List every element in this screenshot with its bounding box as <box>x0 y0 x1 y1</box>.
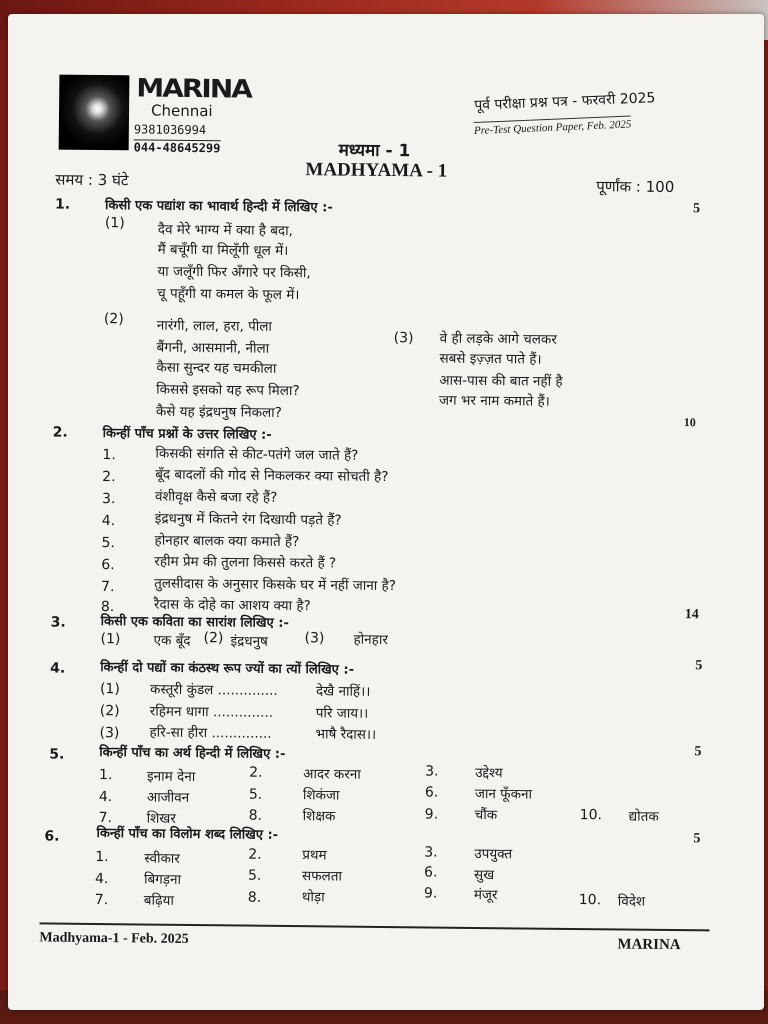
q4-item-number: (3) <box>99 725 120 742</box>
q2-item-number: 6. <box>101 557 115 574</box>
q4-item-start: रहिमन धागा .............. <box>149 703 274 721</box>
q5-item-number: 5. <box>248 786 263 803</box>
q4-item-end: भाषै रैदास।। <box>315 726 377 743</box>
q1-p1-line: मैं बचूँगी या मिलूँगी धूल में। <box>157 241 289 259</box>
q6-item-number: 4. <box>94 870 109 888</box>
marina-logo-image <box>59 75 130 151</box>
q2-item-text: होनहार बालक क्या कमाते हैं? <box>154 532 300 551</box>
q6-item-number: 5. <box>247 867 262 884</box>
q6-item-text: स्वीकार <box>144 850 180 867</box>
q5-item-number: 10. <box>579 807 603 824</box>
q5-item-number: 2. <box>249 764 263 781</box>
q1-marks: 5 <box>692 201 701 217</box>
header-english: Pre-Test Question Paper, Feb. 2025 <box>474 115 632 137</box>
q6-item-text: सुख <box>473 866 495 884</box>
q5-item-text: आदर करना <box>303 766 361 783</box>
q2-marks: 10 <box>683 415 696 430</box>
q3-marks: 14 <box>684 607 699 623</box>
q1-number: 1. <box>54 196 71 213</box>
q5-item-number: 3. <box>425 763 439 780</box>
q5-item-text: इनाम देना <box>147 768 196 786</box>
q1-p2-line: बैंगनी, आसमानी, नीला <box>156 339 270 357</box>
q3-option: होनहार <box>353 631 388 649</box>
q6-marks: 5 <box>693 831 701 847</box>
q1-p2-line: कैसे यह इंद्रधनुष निकला? <box>155 403 282 421</box>
q6-item-number: 2. <box>248 846 262 863</box>
footer-brand: MARINA <box>617 936 681 954</box>
time-allowed: समय : 3 घंटे <box>55 170 129 190</box>
q6-item-text: विदेश <box>617 893 646 910</box>
q1-instruction: किसी एक पद्यांश का भावार्थ हिन्दी में लिखिए :- <box>104 198 333 216</box>
q2-item-number: 5. <box>101 535 115 552</box>
q2-item-text: बूँद बादलों की गोद से निकलकर क्या सोचती है? <box>155 466 389 486</box>
total-marks: पूर्णांक : 100 <box>596 177 675 197</box>
q4-item-number: (1) <box>99 681 120 698</box>
q5-marks: 5 <box>694 744 702 760</box>
logo-city: Chennai <box>150 101 213 121</box>
q2-item-number: 3. <box>101 491 116 508</box>
q6-item-text: सफलता <box>301 868 343 885</box>
q4-item-number: (2) <box>99 703 120 720</box>
q1-passage1-number: (1) <box>104 215 125 232</box>
q6-item-text: उपयुक्त <box>474 845 513 863</box>
q4-instruction: किन्हीं दो पद्यों का कंठस्थ रूप ज्यों का त्यों लिखिए :- <box>100 660 355 678</box>
q1-p1-line: चू पहूँगी या कमल के फूल में। <box>157 285 300 304</box>
q1-p3-line: वे ही लड़के आगे चलकर <box>439 330 557 348</box>
q1-p2-line: नारंगी, लाल, हरा, पीला <box>156 317 273 335</box>
title-hindi: मध्यमा - 1 <box>338 140 411 162</box>
q4-item-end: देखै नाहिं।। <box>315 683 371 700</box>
logo-phone: 9381036994 <box>133 122 207 138</box>
q6-item-text: बिगड़ना <box>143 871 182 888</box>
q3-number: 3. <box>50 614 66 631</box>
q5-item-number: 9. <box>424 806 439 823</box>
q5-instruction: किन्हीं पाँच का अर्थ हिन्दी में लिखिए :- <box>99 745 286 762</box>
q5-item-text: जान फूँकना <box>474 785 533 803</box>
q1-p3-line: सबसे इज़्ज़त पाते हैं। <box>439 350 542 368</box>
q5-item-text: शिकंजा <box>302 787 340 804</box>
q5-number: 5. <box>49 746 65 763</box>
q6-item-text: बढ़िया <box>143 892 175 909</box>
q1-p3-line: जग भर नाम कमाते हैं। <box>438 392 550 410</box>
q1-p2-line: किससे इसको यह रूप मिला? <box>156 381 300 400</box>
q2-number: 2. <box>52 424 68 441</box>
q4-item-end: परि जाय।। <box>315 705 369 722</box>
q5-item-number: 4. <box>98 789 113 806</box>
q3-option: एक बूँद <box>153 632 191 649</box>
q5-item-text: शिखर <box>146 810 176 827</box>
q5-item-text: आजीवन <box>146 789 190 806</box>
logo-phone-landline: 044-48645299 <box>133 140 221 156</box>
q2-item-number: 8. <box>100 599 115 616</box>
q1-p2-line: कैसा सुन्दर यह चमकीला <box>156 359 277 377</box>
q5-item-number: 1. <box>99 767 113 784</box>
q5-item-number: 8. <box>248 807 263 824</box>
q2-item-text: रहीम प्रेम की तुलना किससे करते हैं ? <box>154 553 337 572</box>
q2-item-number: 4. <box>101 513 116 530</box>
q5-item-text: उद्देश्य <box>475 764 503 782</box>
q3-option-number: (3) <box>304 630 325 647</box>
q4-marks: 5 <box>695 658 703 674</box>
q3-instruction: किसी एक कविता का सारांश लिखिए :- <box>100 614 289 632</box>
q6-number: 6. <box>44 828 60 845</box>
q1-passage2-number: (2) <box>103 311 124 328</box>
q6-item-number: 8. <box>247 889 262 906</box>
question-paper <box>8 14 764 1010</box>
logo-name: MARINA <box>136 73 252 104</box>
q1-p1-line: या जलूँगी फिर अँगारे पर किसी, <box>157 263 311 282</box>
q6-item-text: थोड़ा <box>301 889 325 906</box>
q2-instruction: किन्हीं पाँच प्रश्नों के उत्तर लिखिए :- <box>102 426 272 443</box>
q5-item-text: चौंक <box>474 806 498 824</box>
q6-item-number: 9. <box>423 885 438 902</box>
q3-option: इंद्रधनुष <box>230 633 268 650</box>
q4-item-start: हरि-सा हीरा .............. <box>149 724 272 742</box>
q2-item-text: किसकी संगति से कीट-पतंगे जल जाते हैं? <box>155 445 359 464</box>
q2-item-text: वंशीवृक्ष कैसे बजा रहे हैं? <box>154 488 278 506</box>
q1-passage3-number: (3) <box>393 330 414 347</box>
footer-divider <box>40 922 710 931</box>
q6-instruction: किन्हीं पाँच का विलोम शब्द लिखिए :- <box>96 826 279 843</box>
q5-item-number: 6. <box>424 784 439 801</box>
q3-option-number: (2) <box>203 630 224 647</box>
q6-item-number: 1. <box>95 848 109 866</box>
q1-p1-line: दैव मेरे भाग्य में क्या है बदा, <box>157 221 293 240</box>
q4-number: 4. <box>50 660 66 677</box>
q1-p3-line: आस-पास की बात नहीं है <box>439 372 563 390</box>
q2-item-text: इंद्रधनुष में कितने रंग दिखायी पड़ते हैं? <box>154 510 342 529</box>
q6-item-number: 3. <box>424 844 438 861</box>
q5-item-number: 7. <box>98 810 113 827</box>
q6-item-number: 6. <box>424 864 438 881</box>
q2-item-number: 1. <box>102 447 116 464</box>
q3-option-number: (1) <box>100 631 121 648</box>
q6-item-text: प्रथम <box>302 847 327 864</box>
q6-item-number: 7. <box>94 891 109 909</box>
q5-item-text: द्योतक <box>628 808 659 825</box>
footer-paper-code: Madhyama-1 - Feb. 2025 <box>39 930 189 947</box>
title-english: MADHYAMA - 1 <box>305 159 448 182</box>
q6-item-text: मंजूर <box>473 886 498 904</box>
header-hindi: पूर्व परीक्षा प्रश्न पत्र - फरवरी 2025 <box>473 90 656 114</box>
q2-item-text: तुलसीदास के अनुसार किसके घर में नहीं जाना है? <box>154 575 397 595</box>
q4-item-start: कस्तूरी कुंडल .............. <box>149 681 278 699</box>
q2-item-text: रैदास के दोहे का आशय क्या है? <box>153 596 311 615</box>
q5-item-text: शिक्षक <box>302 808 336 825</box>
q2-item-number: 2. <box>102 469 116 486</box>
q2-item-number: 7. <box>100 579 115 596</box>
q6-item-number: 10. <box>578 892 602 909</box>
